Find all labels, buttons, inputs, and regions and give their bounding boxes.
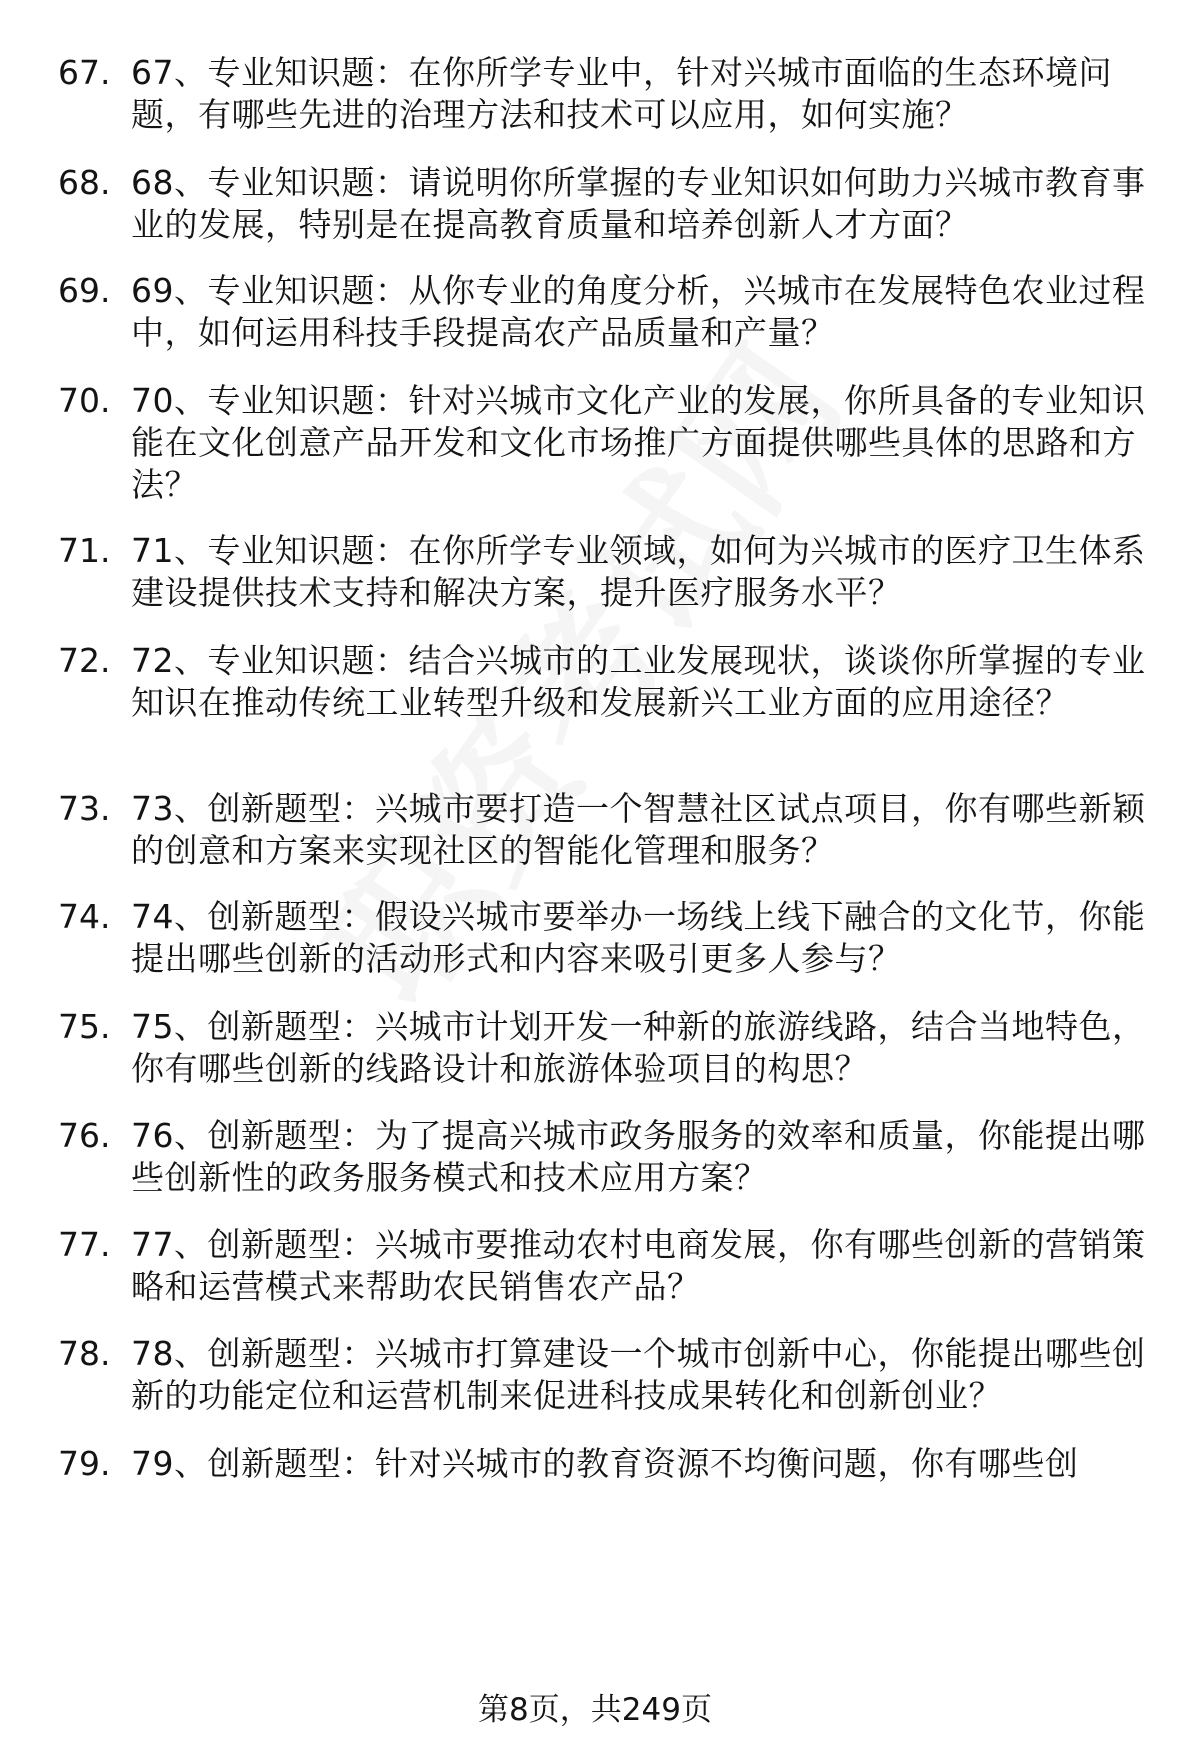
question-number: 72.: [58, 641, 111, 680]
question-number: 70.: [58, 381, 111, 420]
question-text: 71、专业知识题：在你所学专业领域，如何为兴城市的医疗卫生体系建设提供技术支持和解决方案，提升医疗服务水平？: [131, 531, 1146, 612]
question-number: 69.: [58, 271, 111, 310]
question-text: 76、创新题型：为了提高兴城市政务服务的效率和质量，你能提出哪些创新性的政务服务模式和技术应用方案？: [131, 1116, 1146, 1197]
question-number: 71.: [58, 531, 111, 570]
question-text: 79、创新题型：针对兴城市的教育资源不均衡问题，你有哪些创: [131, 1444, 1079, 1483]
question-text: 75、创新题型：兴城市计划开发一种新的旅游线路，结合当地特色，你有哪些创新的线路设计和旅游体验项目的构思？: [131, 1007, 1146, 1088]
question-number: 73.: [58, 789, 111, 828]
question-text: 74、创新题型：假设兴城市要举办一场线上线下融合的文化节，你能提出哪些创新的活动形式和内容来吸引更多人参与？: [131, 897, 1146, 978]
question-number: 74.: [58, 897, 111, 936]
question-text: 70、专业知识题：针对兴城市文化产业的发展，你所具备的专业知识能在文化创意产品开发和文化市场推广方面提供哪些具体的思路和方法？: [131, 381, 1146, 504]
question-number: 79.: [58, 1444, 111, 1483]
question-number: 67.: [58, 53, 111, 92]
question-text: 69、专业知识题：从你专业的角度分析，兴城市在发展特色农业过程中，如何运用科技手段提高农产品质量和产量？: [131, 271, 1146, 352]
question-number: 76.: [58, 1116, 111, 1155]
question-number: 78.: [58, 1334, 111, 1373]
question-number: 68.: [58, 163, 111, 202]
question-text: 68、专业知识题：请说明你所掌握的专业知识如何助力兴城市教育事业的发展，特别是在提高教育质量和培养创新人才方面？: [131, 163, 1146, 244]
question-text: 72、专业知识题：结合兴城市的工业发展现状，谈谈你所掌握的专业知识在推动传统工业转型升级和发展新兴工业方面的应用途径？: [131, 641, 1146, 722]
question-text: 67、专业知识题：在你所学专业中，针对兴城市面临的生态环境问题，有哪些先进的治理方法和技术可以应用，如何实施？: [131, 53, 1112, 134]
question-number: 77.: [58, 1225, 111, 1264]
page-footer: 第8页，共249页: [478, 1692, 712, 1728]
question-text: 73、创新题型：兴城市要打造一个智慧社区试点项目，你有哪些新颖的创意和方案来实现社区的智能化管理和服务？: [131, 789, 1146, 870]
question-number: 75.: [58, 1007, 111, 1046]
question-text: 78、创新题型：兴城市打算建设一个城市创新中心，你能提出哪些创新的功能定位和运营机制来促进科技成果转化和创新创业？: [131, 1334, 1146, 1415]
question-text: 77、创新题型：兴城市要推动农村电商发展，你有哪些创新的营销策略和运营模式来帮助农民销售农产品？: [131, 1225, 1146, 1306]
